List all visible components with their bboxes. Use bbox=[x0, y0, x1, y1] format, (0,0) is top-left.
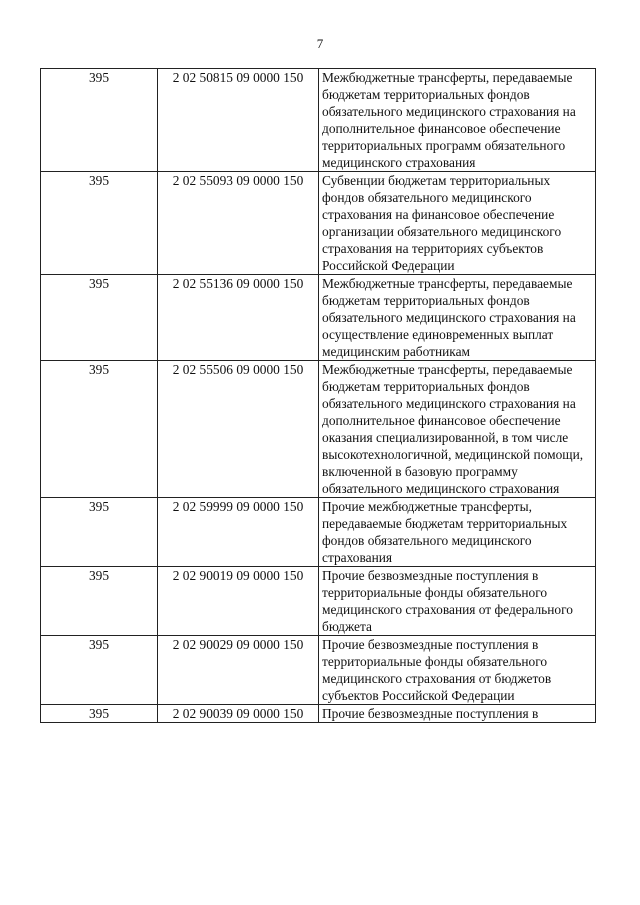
table-row bbox=[41, 172, 596, 275]
table-row bbox=[41, 705, 596, 723]
budget-code-cell: 2 02 90039 09 0000 150 bbox=[158, 705, 319, 723]
revenue-name-cell: Прочие безвозмездные поступления в территориальные фонды обязательного медицинского страхования от федерального бюджета bbox=[319, 567, 596, 636]
budget-code-cell: 2 02 90019 09 0000 150 bbox=[158, 567, 319, 636]
budget-code-cell: 2 02 50815 09 0000 150 bbox=[158, 69, 319, 172]
admin-code-cell: 395 bbox=[41, 636, 158, 705]
table-row bbox=[41, 69, 596, 172]
revenue-name-cell: Межбюджетные трансферты, передаваемые бюджетам территориальных фондов обязательного медицинского страхования на осуществление единовременных выплат медицинским работникам bbox=[319, 275, 596, 361]
page-number: 7 bbox=[316, 36, 324, 51]
table-row bbox=[41, 275, 596, 361]
table-row bbox=[41, 567, 596, 636]
table-row bbox=[41, 498, 596, 567]
admin-code-cell: 395 bbox=[41, 69, 158, 172]
revenue-name-cell: Прочие безвозмездные поступления в территориальные фонды обязательного медицинского страхования от бюджетов субъектов Российской Федерации bbox=[319, 636, 596, 705]
table-row bbox=[41, 361, 596, 498]
admin-code-cell: 395 bbox=[41, 275, 158, 361]
revenue-name-cell: Субвенции бюджетам территориальных фондов обязательного медицинского страхования на финансовое обеспечение организации обязательного медицинского страхования на территориях субъектов Российской Федерации bbox=[319, 172, 596, 275]
budget-code-cell: 2 02 55136 09 0000 150 bbox=[158, 275, 319, 361]
admin-code-cell: 395 bbox=[41, 172, 158, 275]
revenue-name-cell: Межбюджетные трансферты, передаваемые бюджетам территориальных фондов обязательного медицинского страхования на дополнительное финансовое обеспечение территориальных программ обязательного медицинского страхования bbox=[319, 69, 596, 172]
budget-classification-table bbox=[40, 68, 596, 723]
admin-code-cell: 395 bbox=[41, 498, 158, 567]
admin-code-cell: 395 bbox=[41, 361, 158, 498]
budget-code-cell: 2 02 55506 09 0000 150 bbox=[158, 361, 319, 498]
table-row bbox=[41, 636, 596, 705]
revenue-name-cell: Прочие межбюджетные трансферты, передаваемые бюджетам территориальных фондов обязательного медицинского страхования bbox=[319, 498, 596, 567]
revenue-name-cell: Прочие безвозмездные поступления в bbox=[319, 705, 596, 723]
revenue-name-cell: Межбюджетные трансферты, передаваемые бюджетам территориальных фондов обязательного медицинского страхования на дополнительное финансовое обеспечение оказания специализированной, в том числе высокотехнологичной, медицинской помощи, включенной в базовую программу обязательного медицинского страхования bbox=[319, 361, 596, 498]
budget-code-cell: 2 02 55093 09 0000 150 bbox=[158, 172, 319, 275]
admin-code-cell: 395 bbox=[41, 705, 158, 723]
admin-code-cell: 395 bbox=[41, 567, 158, 636]
budget-code-cell: 2 02 59999 09 0000 150 bbox=[158, 498, 319, 567]
budget-code-cell: 2 02 90029 09 0000 150 bbox=[158, 636, 319, 705]
